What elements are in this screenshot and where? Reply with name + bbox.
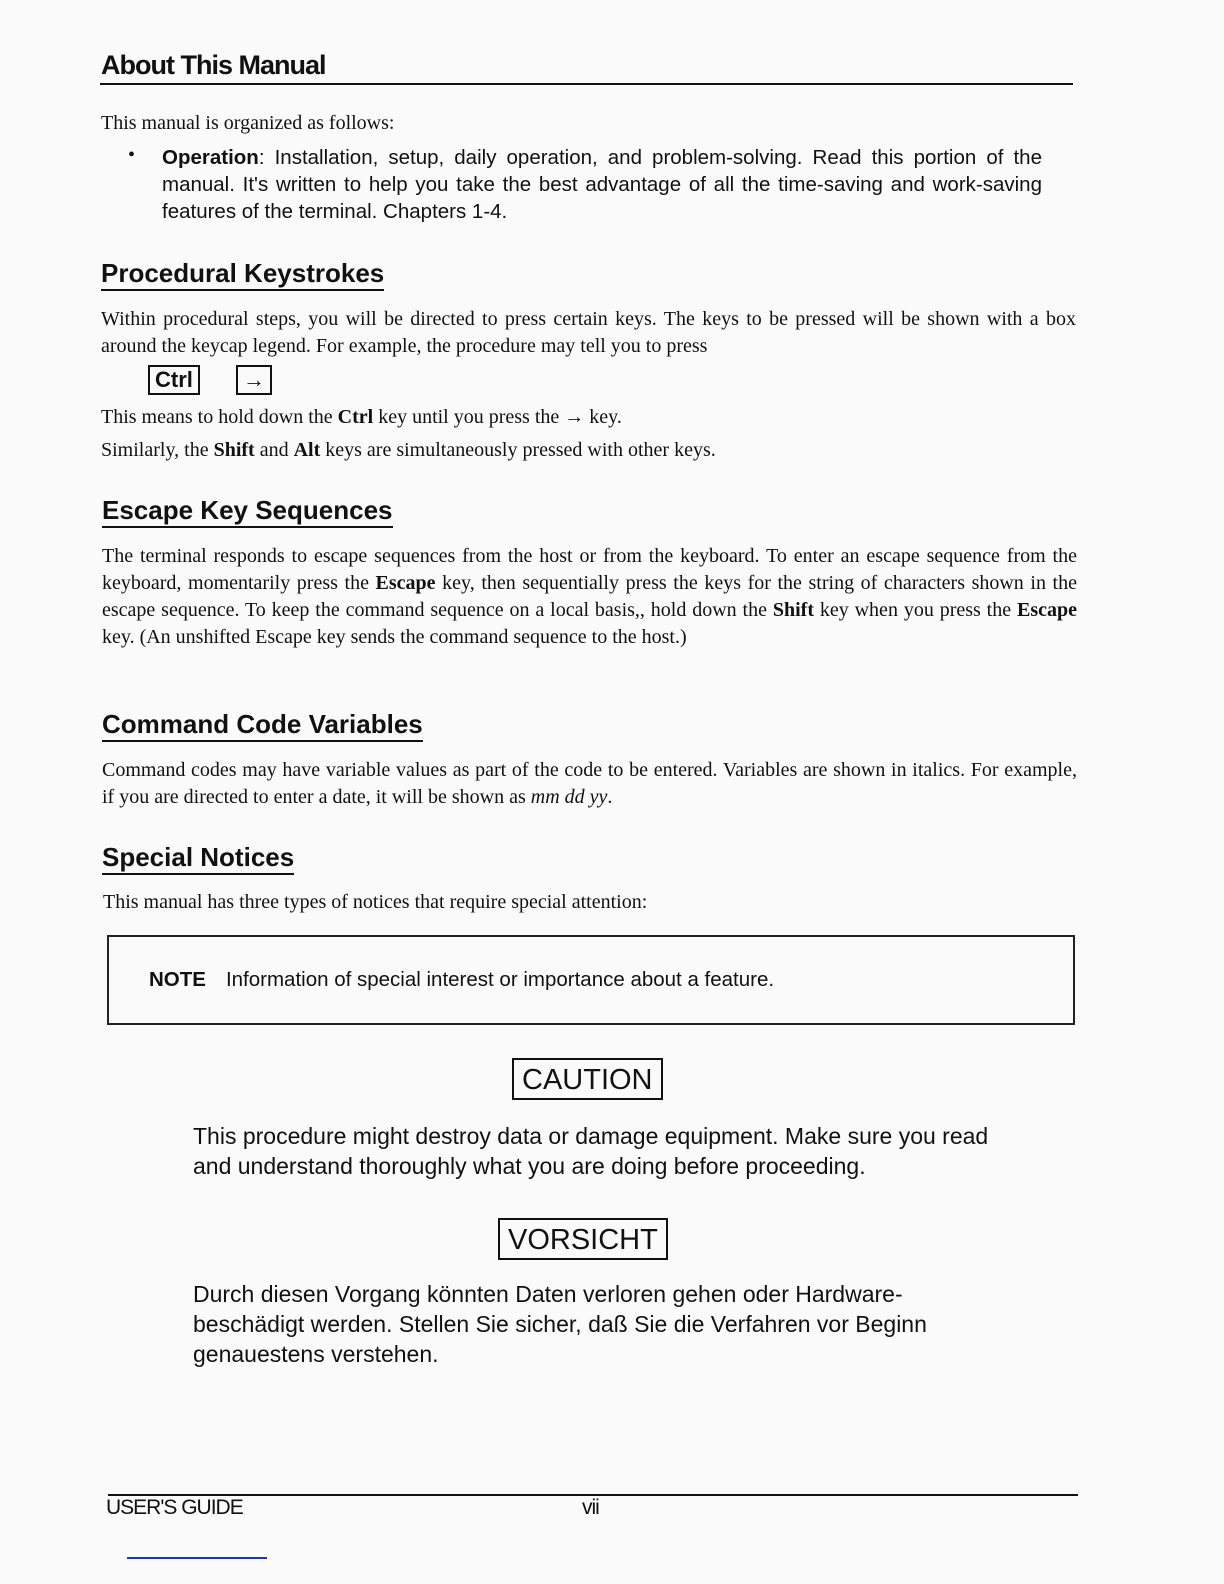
vorsicht-text: Durch diesen Vorgang könnten Daten verloren gehen oder Hardware-beschädigt werden. Stellen Sie sicher, daß Sie die Verfahren vor Beginn genauestens verstehen. (193, 1281, 927, 1367)
arrow-right-key: → (236, 365, 272, 395)
keystrokes-line1: This means to hold down the Ctrl key until you press the → key. (101, 406, 622, 428)
note-text: Information of special interest or importance about a feature. (225, 968, 775, 991)
caution-text: This procedure might destroy data or damage equipment. Make sure you read and understand thoroughly what you are doing before proceeding. (193, 1123, 989, 1179)
heading-escape-key-sequences: Escape Key Sequences (102, 495, 393, 528)
heading-procedural-keystrokes: Procedural Keystrokes (101, 258, 384, 291)
bullet-text: : Installation, setup, daily operation, and problem-solving. Read this portion of the manual. It's written to help you take the best advantage of all the time-saving and work-saving features of the terminal. Chapters 1-4. (162, 146, 1042, 223)
vorsicht-label: VORSICHT (498, 1218, 668, 1260)
keystrokes-line2: Similarly, the Shift and Alt keys are simultaneously pressed with other keys. (101, 439, 716, 461)
notices-intro: This manual has three types of notices that require special attention: (103, 891, 648, 913)
page-number: vii (582, 1496, 599, 1519)
footer-title: USER'S GUIDE (106, 1496, 243, 1519)
bullet-operation (162, 144, 1042, 225)
heading-command-code-variables: Command Code Variables (102, 709, 423, 742)
bullet-label: Operation (162, 146, 259, 169)
heading-special-notices: Special Notices (102, 842, 294, 875)
scan-mark (127, 1557, 267, 1559)
note-box (107, 935, 1075, 1025)
intro-text: This manual is organized as follows: (101, 112, 395, 134)
ctrl-key: Ctrl (148, 365, 200, 395)
variables-para: Command codes may have variable values as part of the code to be entered. Variables are shown in italics. For example, if you are directed to enter a date, it will be shown as mm dd yy. (102, 759, 1077, 808)
title-rule (100, 83, 1073, 85)
escape-para: The terminal responds to escape sequences from the host or from the keyboard. To enter an escape sequence from the keyboard, momentarily press the Escape key, then sequentially press the keys for the string of characters shown in the escape sequence. To keep the command sequence on a local basis,, hold down the Shift key when you press the Escape key. (An unshifted Escape key sends the command sequence to the host.) (102, 545, 1077, 648)
caution-label: CAUTION (512, 1058, 663, 1100)
keystrokes-para: Within procedural steps, you will be directed to press certain keys. The keys to be pressed will be shown with a box around the keycap legend. For example, the procedure may tell you to press (101, 308, 1076, 357)
page-title: About This Manual (101, 50, 326, 80)
note-label: NOTE (149, 968, 206, 991)
bullet-icon: • (128, 144, 136, 166)
